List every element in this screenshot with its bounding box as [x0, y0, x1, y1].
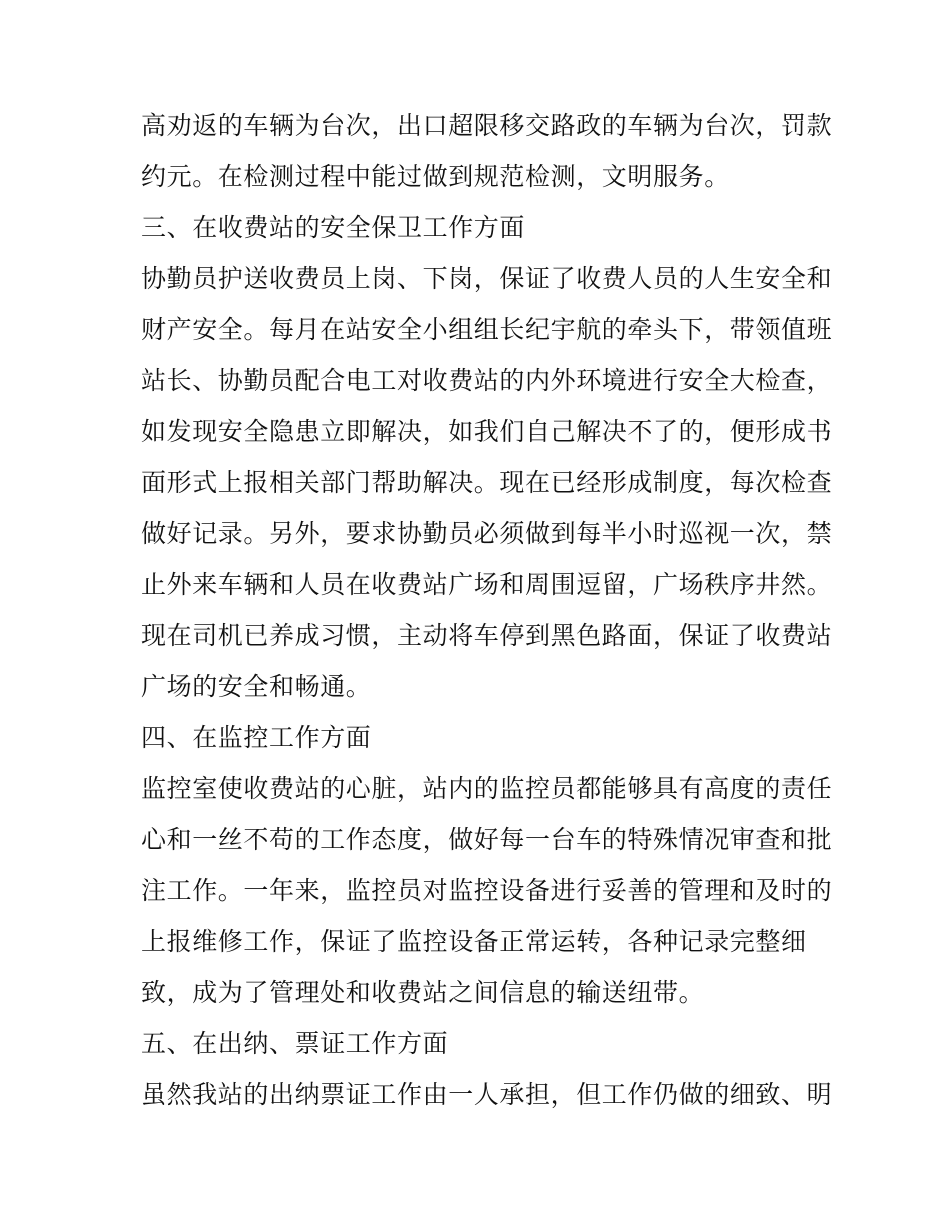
text-line: 广场的安全和畅通。	[141, 672, 372, 701]
text-line: 上报维修工作，保证了监控设备正常运转，各种记录完整细	[141, 927, 807, 956]
section-heading-monitoring: 四、在监控工作方面	[141, 723, 372, 752]
text-line: 做好记录。另外，要求协勤员必须做到每半小时巡视一次，禁	[141, 519, 833, 548]
section-heading-security: 三、在收费站的安全保卫工作方面	[141, 213, 526, 242]
text-line: 止外来车辆和人员在收费站广场和周围逗留，广场秩序井然。	[141, 570, 833, 599]
text-line: 监控室使收费站的心脏，站内的监控员都能够具有高度的责任	[141, 774, 833, 803]
text-line: 站长、协勤员配合电工对收费站的内外环境进行安全大检查，	[141, 366, 833, 395]
text-line: 高劝返的车辆为台次，出口超限移交路政的车辆为台次，罚款	[141, 111, 833, 140]
text-line: 致，成为了管理处和收费站之间信息的输送纽带。	[141, 978, 705, 1007]
section-heading-cashier: 五、在出纳、票证工作方面	[141, 1029, 449, 1058]
text-line: 面形式上报相关部门帮助解决。现在已经形成制度，每次检查	[141, 468, 833, 497]
text-line: 现在司机已养成习惯，主动将车停到黑色路面，保证了收费站	[141, 621, 833, 650]
text-line: 心和一丝不苟的工作态度，做好每一台车的特殊情况审查和批	[141, 825, 833, 854]
text-line: 约元。在检测过程中能过做到规范检测，文明服务。	[141, 162, 730, 191]
text-line: 协勤员护送收费员上岗、下岗，保证了收费人员的人生安全和	[141, 264, 833, 293]
text-line: 注工作。一年来，监控员对监控设备进行妥善的管理和及时的	[141, 876, 833, 905]
text-line: 如发现安全隐患立即解决，如我们自己解决不了的，便形成书	[141, 417, 833, 446]
text-line: 财产安全。每月在站安全小组组长纪宇航的牵头下，带领值班	[141, 315, 833, 344]
text-line: 虽然我站的出纳票证工作由一人承担，但工作仍做的细致、明	[141, 1080, 833, 1109]
